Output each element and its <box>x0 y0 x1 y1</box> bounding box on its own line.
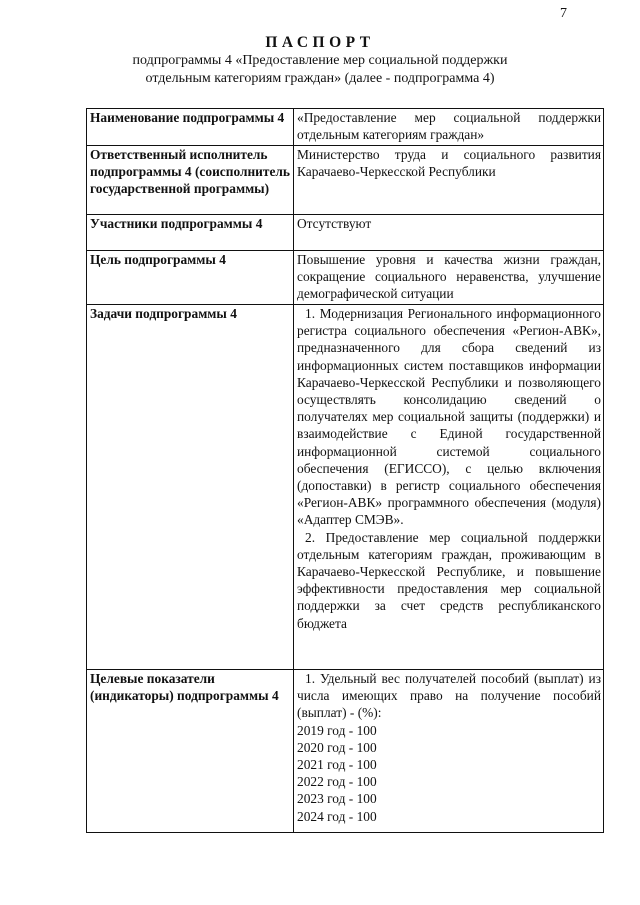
passport-table <box>86 108 604 833</box>
label-name: Наименование подпрограммы 4 <box>87 109 294 146</box>
indicator-year-2020: 2020 год - 100 <box>297 739 377 755</box>
page-number: 7 <box>560 6 567 21</box>
label-tasks: Задачи подпрограммы 4 <box>87 305 294 670</box>
value-tasks <box>294 305 604 670</box>
value-indicators <box>294 670 604 833</box>
document-subtitle-line-2: отдельным категориям граждан» (далее - подпрограмма 4) <box>145 71 495 86</box>
document-subtitle-line-1: подпрограммы 4 «Предоставление мер социальной поддержки <box>132 53 508 68</box>
row-goal <box>87 251 604 305</box>
label-responsible: Ответственный исполнитель подпрограммы 4 (соисполнитель государственной программы) <box>87 146 294 215</box>
label-indicators: Целевые показатели (индикаторы) подпрограммы 4 <box>87 670 294 833</box>
row-participants <box>87 215 604 251</box>
label-participants: Участники подпрограммы 4 <box>87 215 294 251</box>
value-goal: Повышение уровня и качества жизни граждан, сокращение социального неравенства, улучшение демографической ситуации <box>294 251 604 305</box>
indicator-year-2023: 2023 год - 100 <box>297 791 377 807</box>
document-header <box>0 33 640 88</box>
indicator-year-2021: 2021 год - 100 <box>297 757 377 773</box>
value-name: «Предоставление мер социальной поддержки отдельным категориям граждан» <box>294 109 604 146</box>
value-participants: Отсутствуют <box>294 215 604 251</box>
label-goal: Цель подпрограммы 4 <box>87 251 294 305</box>
task-1: 1. Модернизация Регионального информационного регистра социального обеспечения «Регион-АВК», предназначенного для сбора сведений из информационных систем поставщиков информации Карачаево-Черкесской Республики и позволяющего осуществлять консолидацию сведений о получателях мер социальной защиты (поддержки) и взаимодействие с Единой государственной информационной системой социального обеспечения (ЕГИССО), с целью включения (допоставки) в регистр социального обеспечения «Регион-АВК» программного обеспечения (модуля) «Адаптер СМЭВ». <box>297 306 601 528</box>
task-2: 2. Предоставление мер социальной поддержки отдельным категориям граждан, проживающим в Карачаево-Черкесской Республике, и повышение эффективности предоставления мер социальной поддержки за счет средств республиканского бюджета <box>297 529 601 631</box>
indicator-year-2024: 2024 год - 100 <box>297 808 377 824</box>
row-tasks <box>87 305 604 670</box>
row-responsible <box>87 146 604 215</box>
value-responsible: Министерство труда и социального развития Карачаево-Черкесской Республики <box>294 146 604 215</box>
document-title: ПАСПОРТ <box>265 34 375 51</box>
indicator-year-2019: 2019 год - 100 <box>297 722 377 738</box>
row-indicators <box>87 670 604 833</box>
indicator-1: 1. Удельный вес получателей пособий (выплат) из числа имеющих право на получение пособий (выплат) - (%): <box>297 671 601 721</box>
row-name <box>87 109 604 146</box>
indicator-year-2022: 2022 год - 100 <box>297 774 377 790</box>
